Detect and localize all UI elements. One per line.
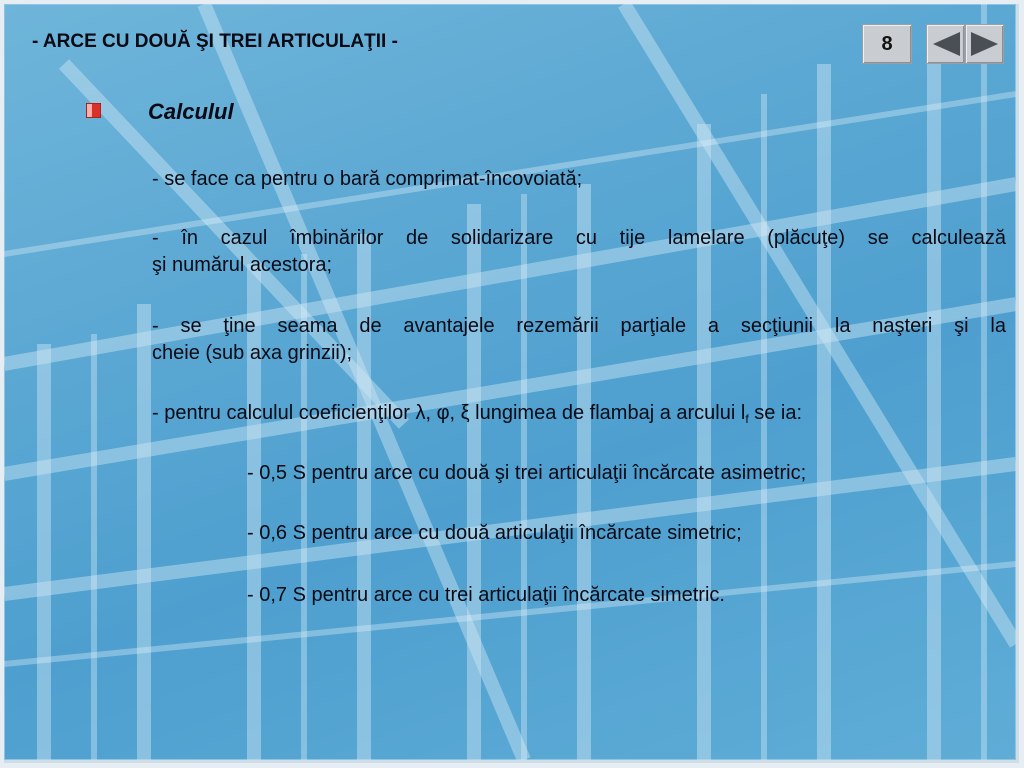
triangle-left-icon xyxy=(930,30,962,58)
sub-item-3: - 0,7 S pentru arce cu trei articulaţii încărcate simetric. xyxy=(247,584,725,606)
paragraph-2-line-1: - în cazul îmbinărilor de solidarizare cu tije lamelare (plăcuţe) se calculează xyxy=(152,227,1006,249)
paragraph-4-text: - pentru calculul coeficienţilor λ, φ, ξ lungimea de flambaj a arcului l xyxy=(152,402,746,424)
subscript-f: f xyxy=(745,412,749,426)
paragraph-3-line-2: cheie (sub axa grinzii); xyxy=(152,342,353,364)
paragraph-3-line-1: - se ţine seama de avantajele rezemării parţiale a secţiunii la naşteri şi la xyxy=(152,315,1006,337)
page-number: 8 xyxy=(862,24,912,64)
section-heading: Calculul xyxy=(148,99,234,124)
paragraph-1: - se face ca pentru o bară comprimat-încovoiată; xyxy=(152,168,583,190)
previous-slide-button[interactable] xyxy=(926,24,965,64)
paragraph-4 xyxy=(152,400,1012,433)
paragraph-2 xyxy=(152,225,1006,279)
sub-item-1: - 0,5 S pentru arce cu două şi trei articulaţii încărcate asimetric; xyxy=(247,462,807,484)
triangle-right-icon xyxy=(969,30,1001,58)
paragraph-4-end: se ia: xyxy=(748,402,803,424)
paragraph-3 xyxy=(152,313,1006,367)
red-square-bullet-icon xyxy=(86,103,101,118)
next-slide-button[interactable] xyxy=(965,24,1004,64)
slide-title: - ARCE CU DOUĂ ŞI TREI ARTICULAŢII - xyxy=(32,31,398,52)
paragraph-2-line-2: şi numărul acestora; xyxy=(152,254,333,276)
sub-item-2: - 0,6 S pentru arce cu două articulaţii încărcate simetric; xyxy=(247,522,742,544)
slide xyxy=(4,4,1019,763)
